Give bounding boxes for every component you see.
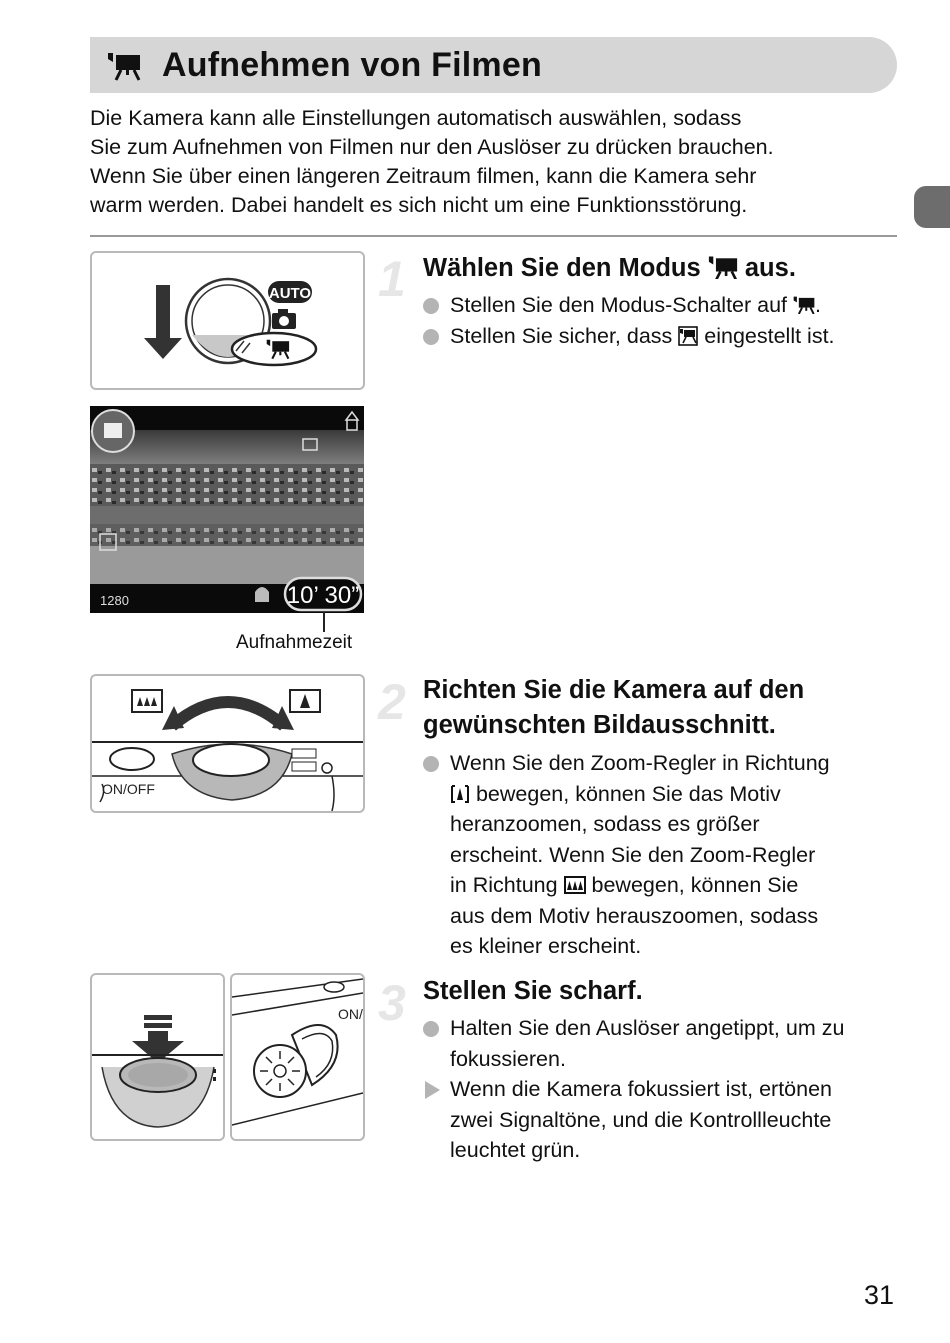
zoom-lever-drawing xyxy=(92,676,363,811)
bullet-text: Stellen Sie den Modus-Schalter auf xyxy=(450,293,788,317)
focus-indicator-illustration xyxy=(230,973,365,1141)
intro-line: Sie zum Aufnehmen von Filmen nur den Auslöser zu drücken brauchen. xyxy=(90,135,774,159)
intro-line: warm werden. Dabei handelt es sich nicht um eine Funktionsstörung. xyxy=(90,193,748,217)
bullet-line: zwei Signaltöne, und die Kontrollleuchte xyxy=(450,1107,832,1132)
zoom-wide-icon xyxy=(564,875,586,895)
on-label: ON/ xyxy=(338,1006,363,1022)
bullet-line: erscheint. Wenn Sie den Zoom-Regler xyxy=(450,842,816,867)
step-number: 1 xyxy=(378,251,406,307)
shutter-button-illustration xyxy=(90,973,225,1141)
lcd-screen-image xyxy=(90,406,364,613)
bullet-text: Stellen Sie sicher, dass xyxy=(450,323,673,348)
resolution-label: 1280 xyxy=(100,593,129,608)
bullet-item xyxy=(423,321,903,352)
mode-switch-illustration xyxy=(90,251,365,390)
step-bullets xyxy=(423,748,903,962)
bullet-text: in Richtung xyxy=(450,873,564,897)
step-title-line: Richten Sie die Kamera auf den xyxy=(423,676,805,704)
callout-line xyxy=(323,612,325,632)
section-divider xyxy=(90,235,897,237)
shutter-button-drawing xyxy=(92,975,223,1139)
zoom-lever-illustration xyxy=(90,674,365,813)
recording-time-label: Aufnahmezeit xyxy=(236,632,353,653)
bullet-marker xyxy=(423,329,439,345)
movie-camera-icon xyxy=(107,49,141,83)
step-bullets xyxy=(423,1013,903,1166)
intro-line: Wenn Sie über einen längeren Zeitraum filmen, kann die Kamera sehr xyxy=(90,164,757,188)
auto-mode-label: AUTO xyxy=(268,285,312,302)
title-bar xyxy=(90,37,897,93)
step-title: Stellen Sie scharf. xyxy=(423,977,643,1005)
bullet-marker xyxy=(423,1021,439,1037)
bullet-item xyxy=(423,1013,903,1074)
step-title xyxy=(423,251,796,286)
step-number: 2 xyxy=(378,674,406,730)
lcd-screen-drawing xyxy=(90,406,364,613)
bullet-line: aus dem Motiv herauszoomen, sodass xyxy=(450,903,819,928)
page-number: 31 xyxy=(864,1280,895,1310)
bullet-line: heranzoomen, sodass es größer xyxy=(450,812,760,836)
bullet-line xyxy=(450,779,903,810)
movie-mode-icon xyxy=(793,294,815,314)
intro-line: Die Kamera kann alle Einstellungen automatisch auswählen, sodass xyxy=(90,106,742,130)
bullet-item xyxy=(423,290,903,321)
bullet-marker xyxy=(423,756,439,772)
bullet-line: es kleiner erscheint. xyxy=(450,934,642,958)
intro-paragraph xyxy=(90,104,880,220)
bullet-line: Halten Sie den Auslöser angetippt, um zu xyxy=(450,1016,845,1040)
bullet-line: leuchtet grün. xyxy=(450,1138,581,1162)
page-title: Aufnehmen von Filmen xyxy=(162,46,542,84)
bullet-line: fokussieren. xyxy=(450,1046,566,1071)
focus-indicator-drawing xyxy=(232,975,363,1139)
result-item xyxy=(423,1074,903,1166)
bullet-item xyxy=(423,748,903,962)
bullet-line xyxy=(450,870,903,901)
bullet-line: Wenn Sie den Zoom-Regler in Richtung xyxy=(450,751,830,775)
bullet-text: . xyxy=(815,293,821,317)
step-title-text: Wählen Sie den Modus xyxy=(423,254,701,282)
movie-mode-screen-icon xyxy=(678,326,698,346)
step-title-suffix: aus. xyxy=(744,254,796,282)
step-title xyxy=(423,673,804,743)
bullet-line: Wenn die Kamera fokussiert ist, ertönen xyxy=(450,1077,833,1101)
mode-switch-drawing xyxy=(92,253,363,388)
movie-mode-icon xyxy=(708,253,738,279)
step-title-line: gewünschten Bildausschnitt. xyxy=(423,711,776,739)
step-bullets xyxy=(423,290,903,351)
zoom-tele-icon xyxy=(450,784,470,804)
recording-time-value: 10’ 30” xyxy=(286,582,360,609)
bullet-text: eingestellt ist. xyxy=(704,323,835,348)
bullet-text: bewegen, können Sie das Motiv xyxy=(470,781,781,806)
chapter-tab xyxy=(914,186,950,228)
on-off-label: ON/OFF xyxy=(102,781,155,797)
result-marker xyxy=(425,1081,440,1099)
bullet-marker xyxy=(423,298,439,314)
step-number: 3 xyxy=(378,975,406,1031)
bullet-text: bewegen, können Sie xyxy=(585,873,799,897)
